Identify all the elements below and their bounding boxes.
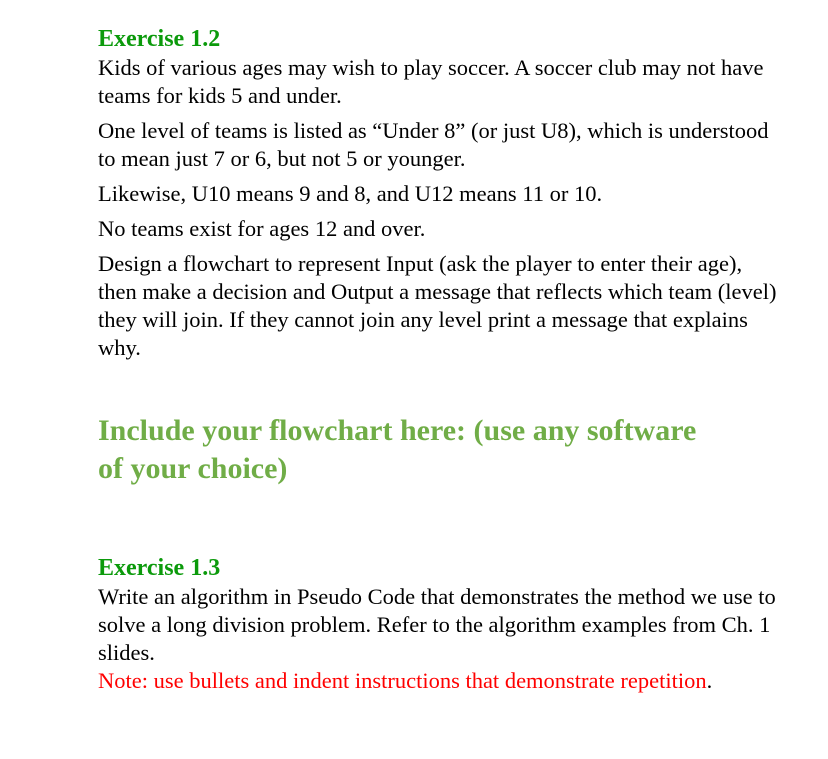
exercise-1-2-paragraph-4: No teams exist for ages 12 and over. — [98, 216, 426, 241]
exercise-1-2-paragraph-1: Kids of various ages may wish to play soccer. A soccer club may not have teams for kids 5 and under. — [98, 55, 764, 108]
exercise-1-3-note-line — [98, 667, 778, 695]
exercise-1-2-paragraph-5: Design a flowchart to represent Input (ask the player to enter their age), then make a decision and Output a message that reflects which team (level) they will join. If they cannot join any level print a message that explains why. — [98, 251, 777, 360]
exercise-1-3-title: Exercise 1.3 — [98, 555, 221, 581]
exercise-1-3-section — [98, 553, 778, 695]
exercise-1-2-title: Exercise 1.2 — [98, 26, 221, 52]
exercise-1-2-section — [98, 24, 778, 362]
exercise-1-2-paragraph-2: One level of teams is listed as “Under 8” (or just U8), which is understood to mean just 7 or 6, but not 5 or younger. — [98, 118, 769, 171]
exercise-1-3-paragraph: Write an algorithm in Pseudo Code that demonstrates the method we use to solve a long division problem. Refer to the algorithm examples from Ch. 1 slides. — [98, 584, 776, 665]
flowchart-prompt-heading: Include your flowchart here: (use any software of your choice) — [98, 414, 697, 485]
exercise-1-2-paragraph-3: Likewise, U10 means 9 and 8, and U12 means 11 or 10. — [98, 181, 603, 206]
exercise-1-3-note: Note: use bullets and indent instructions that demonstrate repetition — [98, 668, 707, 693]
document-page — [98, 24, 778, 695]
exercise-1-3-note-period: . — [706, 668, 713, 693]
